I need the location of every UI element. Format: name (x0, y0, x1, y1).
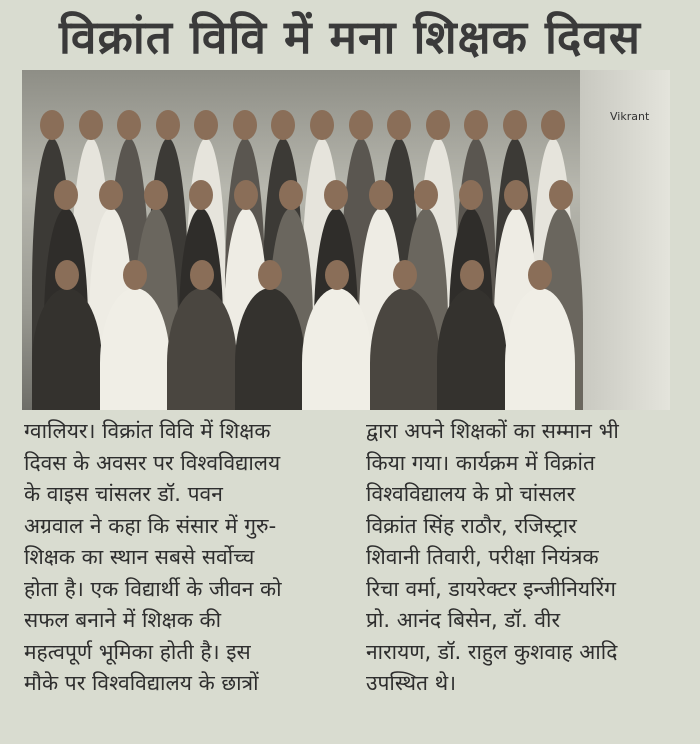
person-head (503, 110, 527, 140)
person-head (258, 260, 282, 290)
article-column-right (366, 416, 619, 700)
article-line: नारायण, डॉ. राहुल कुशवाह आदि (366, 639, 618, 664)
article-column-left (24, 416, 282, 700)
person-head (271, 110, 295, 140)
person-head (310, 110, 334, 140)
article-line: मौके पर विश्वविद्यालय के छात्रों (24, 671, 259, 695)
article-line: शिवानी तिवारी, परीक्षा नियंत्रक (366, 545, 599, 569)
person-head (99, 180, 123, 210)
article-line: रिचा वर्मा, डायरेक्टर इन्जीनियरिंग (366, 576, 616, 601)
article-line: के वाइस चांसलर डॉ. पवन (24, 482, 223, 506)
person-head (40, 110, 64, 140)
person-head (233, 110, 257, 140)
headline: विक्रांत विवि में मना शिक्षक दिवस (59, 10, 641, 64)
person-head (414, 180, 438, 210)
person-head (349, 110, 373, 140)
person-head (144, 180, 168, 210)
article-line: महत्वपूर्ण भूमिका होती है। इस (24, 639, 251, 664)
article-line: किया गया। कार्यक्रम में विक्रांत (366, 450, 595, 475)
person-head (504, 180, 528, 210)
person-head (324, 180, 348, 210)
person-head (528, 260, 552, 290)
person-head (369, 180, 393, 210)
person-head (464, 110, 488, 140)
photo-banner (580, 70, 670, 410)
article-line: दिवस के अवसर पर विश्वविद्यालय (24, 450, 281, 475)
article-line: ग्वालियर। विक्रांत विवि में शिक्षक (24, 419, 271, 443)
person-head (393, 260, 417, 290)
article-line: सफल बनाने में शिक्षक की (24, 608, 222, 632)
article-line: द्वारा अपने शिक्षकों का सम्मान भी (366, 419, 619, 443)
person-head (54, 180, 78, 210)
article-line: विक्रांत सिंह राठौर, रजिस्ट्रार (366, 513, 577, 538)
banner-text: Vikrant (610, 110, 650, 123)
person-head (279, 180, 303, 210)
group-photo (22, 70, 670, 410)
article-line: उपस्थित थे। (366, 671, 457, 695)
person-head (79, 110, 103, 140)
article-line: होता है। एक विद्यार्थी के जीवन को (24, 576, 282, 601)
article-line: अग्रवाल ने कहा कि संसार में गुरु- (24, 513, 277, 538)
article-line: प्रो. आनंद बिसेन, डॉ. वीर (366, 608, 561, 632)
article-line: विश्वविद्यालय के प्रो चांसलर (366, 482, 576, 506)
article-line: शिक्षक का स्थान सबसे सर्वोच्च (24, 545, 255, 569)
person-head (55, 260, 79, 290)
person-head (459, 180, 483, 210)
person-head (387, 110, 411, 140)
person-head (549, 180, 573, 210)
person-head (325, 260, 349, 290)
person-head (426, 110, 450, 140)
person-head (194, 110, 218, 140)
person-head (460, 260, 484, 290)
person-head (156, 110, 180, 140)
person-head (123, 260, 147, 290)
person-head (190, 260, 214, 290)
person-head (189, 180, 213, 210)
person-head (541, 110, 565, 140)
person-head (234, 180, 258, 210)
person-head (117, 110, 141, 140)
